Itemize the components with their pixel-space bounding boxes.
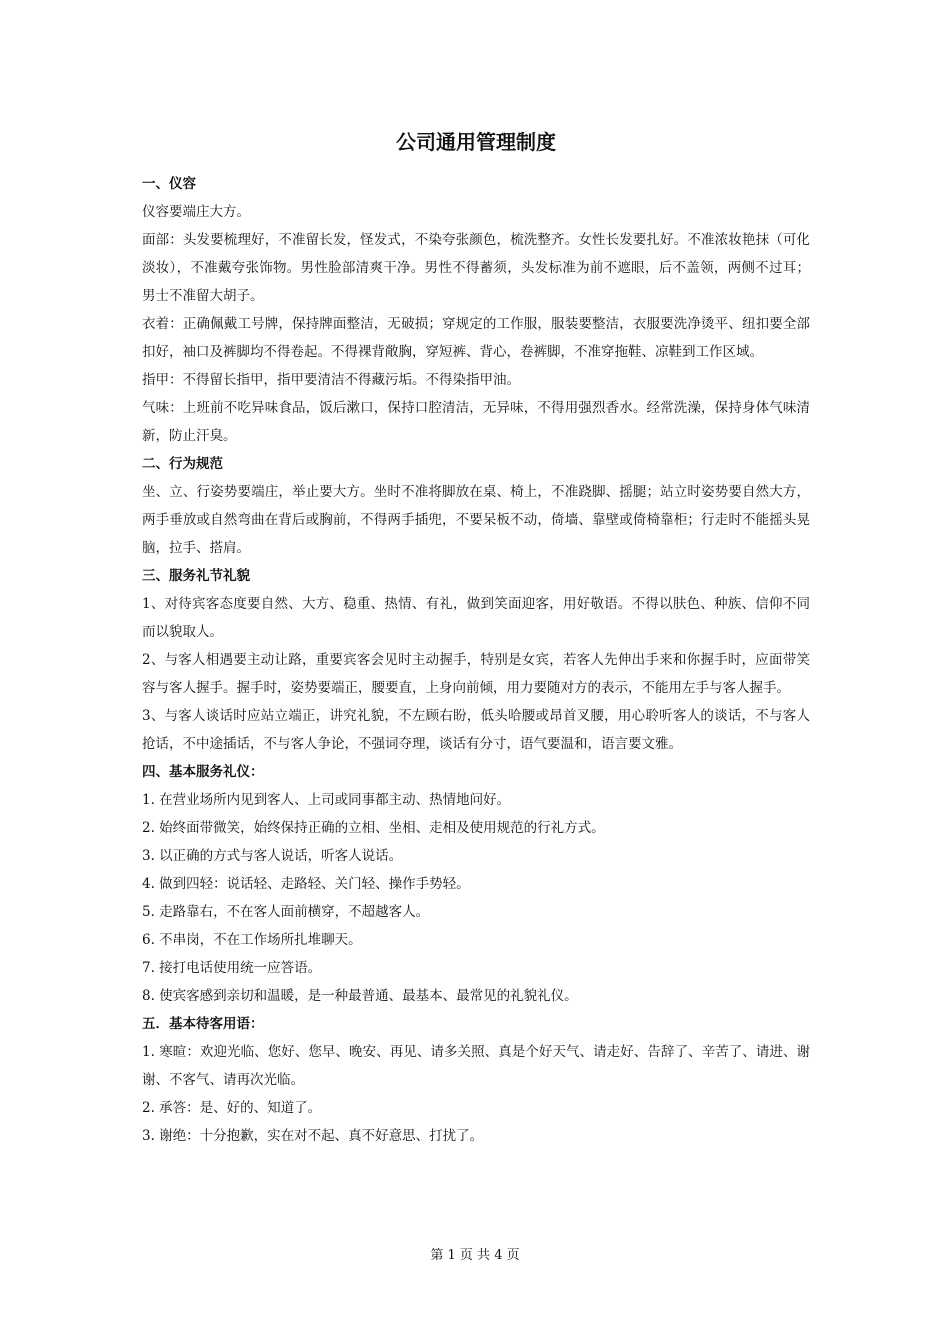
paragraph: 2、与客人相遇要主动让路，重要宾客会见时主动握手，特别是女宾，若客人先伸出手来和你握手时，应面带笑容与客人握手。握手时，姿势要端正，腰要直，上身向前倾，用力要随对方的表示，不能用左手与客人握手。: [142, 652, 810, 696]
paragraph: 3、与客人谈话时应站立端正，讲究礼貌，不左顾右盼，低头哈腰或昂首叉腰，用心聆听客人的谈话，不与客人抢话，不中途插话，不与客人争论，不强词夺理，谈话有分寸，语气要温和，语言要文雅。: [142, 708, 810, 752]
section-service-etiquette: [142, 562, 810, 758]
section-heading: 三、服务礼节礼貌: [142, 568, 250, 584]
paragraph: 衣着：正确佩戴工号牌，保持牌面整洁，无破损；穿规定的工作服，服装要整洁，衣服要洗净烫平、纽扣要全部扣好，袖口及裤脚均不得卷起。不得裸背敞胸，穿短裤、背心，卷裤脚，不准穿拖鞋、凉鞋到工作区域。: [142, 316, 810, 360]
list-item: 2. 始终面带微笑，始终保持正确的立相、坐相、走相及使用规范的行礼方式。: [142, 820, 605, 836]
list-item: 2. 承答：是、好的、知道了。: [142, 1100, 322, 1116]
list-item: 7. 接打电话使用统一应答语。: [142, 960, 322, 976]
list-item: 8. 使宾客感到亲切和温暖，是一种最普通、最基本、最常见的礼貌礼仪。: [142, 988, 578, 1004]
section-behavior: [142, 450, 810, 562]
list-item: 5. 走路靠右，不在客人面前横穿，不超越客人。: [142, 904, 430, 920]
section-heading: 一、仪容: [142, 176, 196, 192]
section-heading: 五．基本待客用语：: [142, 1016, 264, 1032]
paragraph: 坐、立、行姿势要端庄，举止要大方。坐时不准将脚放在桌、椅上，不准跷脚、摇腿；站立时姿势要自然大方，两手垂放或自然弯曲在背后或胸前，不得两手插兜，不要呆板不动，倚墙、靠壁或倚椅靠柜；行走时不能摇头晃脑，拉手、搭肩。: [142, 484, 810, 556]
section-greeting-phrases: [142, 1010, 810, 1150]
paragraph: 指甲：不得留长指甲，指甲要清洁不得藏污垢。不得染指甲油。: [142, 372, 520, 388]
list-item: 1. 寒暄：欢迎光临、您好、您早、晚安、再见、请多关照、真是个好天气、请走好、告辞了、辛苦了、请进、谢谢、不客气、请再次光临。: [142, 1044, 810, 1088]
paragraph: 面部：头发要梳理好，不准留长发，怪发式，不染夸张颜色，梳洗整齐。女性长发要扎好。不准浓妆艳抹（可化淡妆），不准戴夸张饰物。男性脸部清爽干净。男性不得蓄须，头发标准为前不遮眼，后不盖领，两侧不过耳；男士不准留大胡子。: [142, 232, 810, 304]
list-item: 4. 做到四轻：说话轻、走路轻、关门轻、操作手势轻。: [142, 876, 470, 892]
document-title: 公司通用管理制度: [396, 130, 556, 154]
list-item: 3. 以正确的方式与客人说话，听客人说话。: [142, 848, 403, 864]
page-footer: 第 1 页 共 4 页: [430, 1248, 520, 1263]
section-basic-service-manners: [142, 758, 810, 1010]
section-heading: 二、行为规范: [142, 456, 223, 472]
list-item: 1. 在营业场所内见到客人、上司或同事都主动、热情地问好。: [142, 792, 511, 808]
list-item: 6. 不串岗，不在工作场所扎堆聊天。: [142, 932, 362, 948]
paragraph: 1、对待宾客态度要自然、大方、稳重、热情、有礼，做到笑面迎客，用好敬语。不得以肤色、种族、信仰不同而以貌取人。: [142, 596, 810, 640]
list-item: 3. 谢绝：十分抱歉，实在对不起、真不好意思、打扰了。: [142, 1128, 484, 1144]
paragraph: 仪容要端庄大方。: [142, 204, 250, 220]
section-heading: 四、基本服务礼仪：: [142, 764, 264, 780]
section-appearance: [142, 170, 810, 450]
paragraph: 气味：上班前不吃异味食品，饭后漱口，保持口腔清洁，无异味，不得用强烈香水。经常洗澡，保持身体气味清新，防止汗臭。: [142, 400, 810, 444]
document-body: [142, 118, 810, 1150]
